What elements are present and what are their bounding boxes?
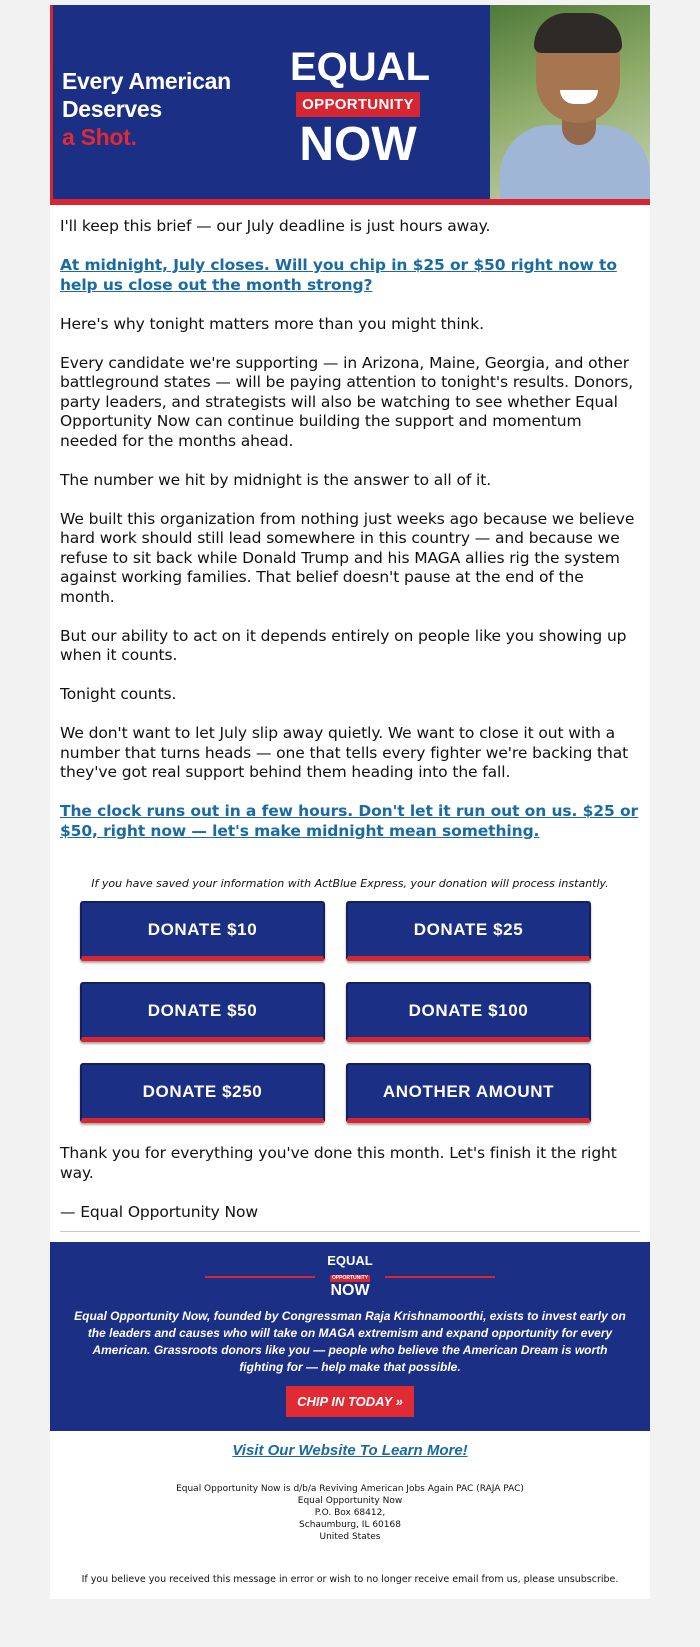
footer-logo-rule — [205, 1276, 315, 1278]
body-paragraph: Tonight counts. — [60, 685, 177, 703]
footer-logo — [327, 1254, 373, 1299]
donate-link-bottom[interactable]: The clock runs out in a few hours. Don't let it run out on us. $25 or $50, right now — let's make midnight mean something. — [60, 802, 639, 840]
legal-line: P.O. Box 68412, — [314, 1508, 386, 1518]
candidate-photo — [490, 5, 650, 199]
footer-logo-rule — [385, 1276, 495, 1278]
logo-word-now: NOW — [299, 118, 417, 171]
header-tagline — [62, 67, 231, 151]
donate-50-button[interactable]: DONATE $50 — [80, 982, 325, 1042]
tagline-accent: a Shot. — [62, 124, 137, 150]
footer-about: Equal Opportunity Now, founded by Congressman Raja Krishnamoorthi, exists to invest early on the leaders and causes who will take on MAGA extremism and expand opportunity for every American. Grassroots donors like you — people who believe the American Dream is worth fighting for — help make that possible. — [74, 1309, 626, 1374]
another-amount-button[interactable]: ANOTHER AMOUNT — [346, 1063, 591, 1123]
logo-word-equal: EQUAL — [290, 45, 430, 89]
donate-link-top[interactable]: At midnight, July closes. Will you chip in $25 or $50 right now to help us close out the month strong? — [60, 256, 617, 294]
footer-logo-now: NOW — [330, 1282, 370, 1299]
body-paragraph: We don't want to let July slip away quietly. We want to close it out with a number that turns heads — one that tells every fighter we're backing that they've got real support behind them heading into the fall. — [60, 724, 629, 781]
body-paragraph: But our ability to act on it depends entirely on people like you showing up when it counts. — [60, 626, 627, 664]
legal-line: Schaumburg, IL 60168 — [299, 1520, 401, 1530]
unsubscribe-text[interactable]: If you believe you received this message in error or wish to no longer receive email from us, please unsubscribe. — [81, 1574, 619, 1585]
logo-word-opportunity: OPPORTUNITY — [296, 92, 420, 117]
chip-in-button[interactable]: CHIP IN TODAY » — [286, 1386, 414, 1417]
donate-button-grid — [80, 901, 640, 1123]
thanks-paragraph: Thank you for everything you've done this month. Let's finish it the right way. — [60, 1144, 617, 1182]
donate-10-button[interactable]: DONATE $10 — [80, 901, 325, 961]
donate-250-button[interactable]: DONATE $250 — [80, 1063, 325, 1123]
email-body — [50, 205, 650, 1232]
footer-box — [50, 1242, 650, 1431]
body-paragraph: I'll keep this brief — our July deadline is just hours away. — [60, 217, 491, 235]
body-paragraph: The number we hit by midnight is the answer to all of it. — [60, 470, 492, 489]
footer-logo-row — [70, 1254, 630, 1299]
actblue-note: If you have saved your information with ActBlue Express, your donation will process instantly. — [91, 877, 609, 890]
email-container — [50, 5, 650, 1599]
signoff: — Equal Opportunity Now — [60, 1202, 259, 1221]
header-logo — [290, 45, 430, 171]
legal-line: Equal Opportunity Now — [297, 1496, 403, 1506]
body-paragraph: Here's why tonight matters more than you might think. — [60, 314, 484, 333]
header-banner — [50, 5, 650, 205]
tagline-line: Every American — [62, 68, 231, 94]
legal-line: Equal Opportunity Now is d/b/a Reviving American Jobs Again PAC (RAJA PAC) — [176, 1484, 524, 1494]
legal-line: United States — [319, 1532, 381, 1542]
footer-logo-equal: EQUAL — [327, 1253, 373, 1268]
footer-logo-opportunity: OPPORTUNITY — [331, 1275, 369, 1281]
legal-disclaimer — [50, 1483, 650, 1543]
body-paragraph: We built this organization from nothing just weeks ago because we believe hard work should still lead somewhere in this country — and because we refuse to sit back while Donald Trump and his MAGA allies rig the system against working families. That belief doesn't pause at the end of the month. — [60, 509, 635, 606]
donate-25-button[interactable]: DONATE $25 — [346, 901, 591, 961]
tagline-line: Deserves — [62, 96, 162, 122]
body-paragraph: Every candidate we're supporting — in Arizona, Maine, Georgia, and other battleground states — will be paying attention to tonight's results. Donors, party leaders, and strategists will also be watching to see whether Equal Opportunity Now can continue building the support and momentum needed for the months ahead. — [60, 353, 634, 450]
donate-100-button[interactable]: DONATE $100 — [346, 982, 591, 1042]
visit-website-link[interactable]: Visit Our Website To Learn More! — [232, 1442, 468, 1459]
divider — [60, 1231, 640, 1232]
photo-hair — [534, 13, 622, 53]
